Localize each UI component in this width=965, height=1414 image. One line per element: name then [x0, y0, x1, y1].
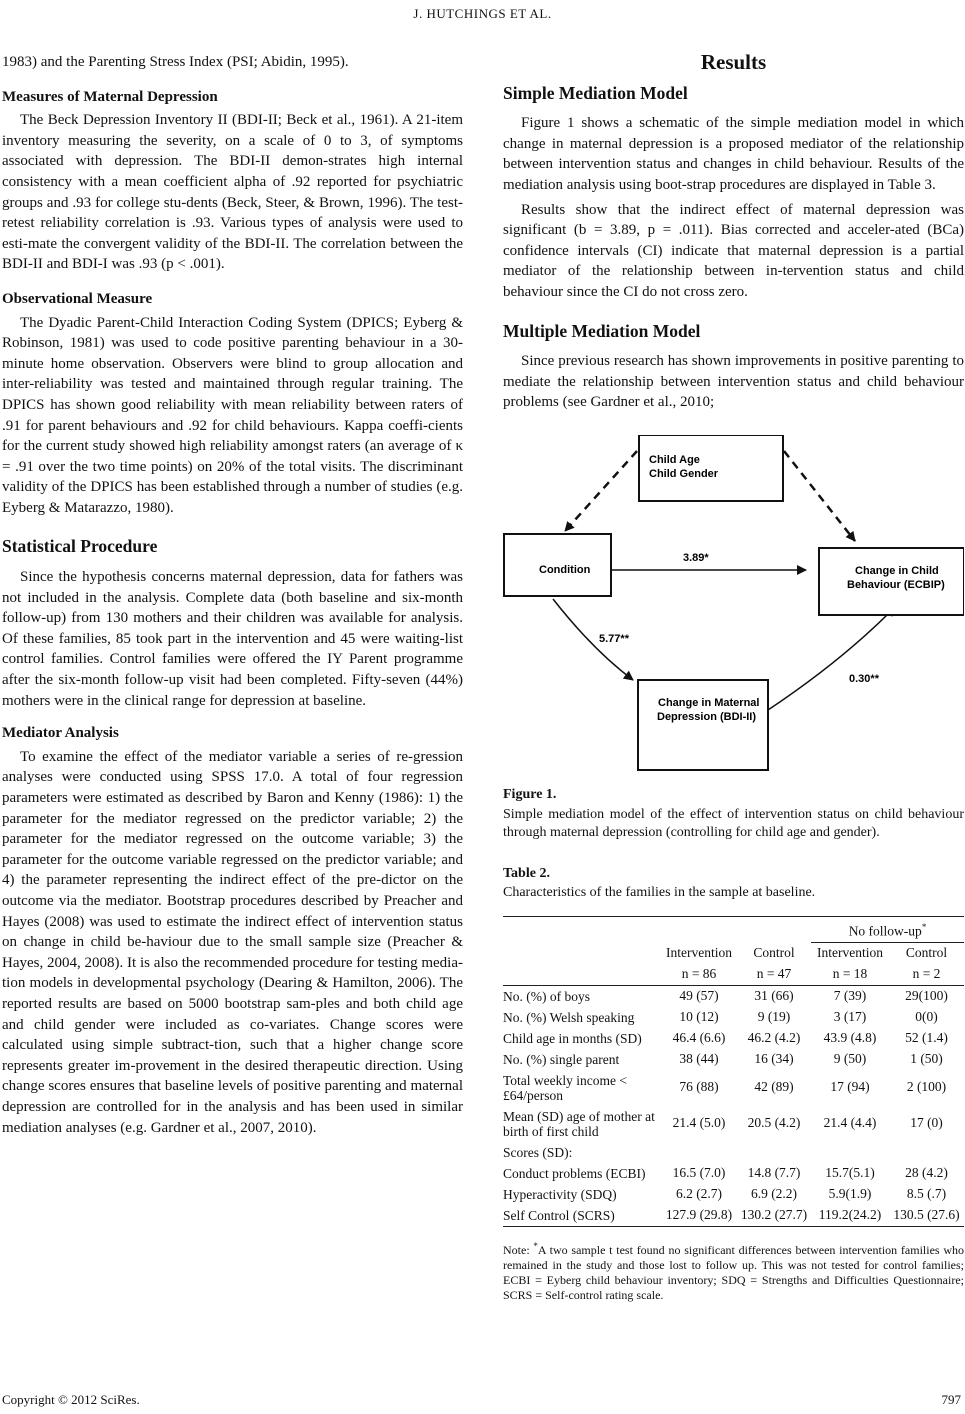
covariate-to-condition-arrow — [565, 451, 637, 531]
table-cell: 21.4 (5.0) — [672, 1115, 726, 1131]
column-header-line2: n = 2 — [912, 965, 941, 981]
mediator-box — [638, 680, 768, 770]
paragraph-observational: The Dyadic Parent-Child Interaction Coding System (DPICS; Eyberg & Robinson, 1981) was used to code positive parenting behaviour in a 30-minute home observation. Observers were blind to group allocation and inter-reliability was tested and maintained through regular training. The DPICS has shown good reliability with mean reliability between raters of .91 for parent behaviours and .92 for child behaviours. Kappa coeffi-cients for the current study showed high reliability amongst raters (an average of κ = .91 over the two time points) on 20% of the total visits. The discriminant validity of the DPICS has been established through a number of studies (e.g. Eyberg & Matarazzo, 1980). — [2, 314, 463, 516]
group-header-text: No follow-up — [848, 923, 922, 939]
table-cell: 38 (44) — [679, 1050, 719, 1066]
table-row — [503, 1070, 964, 1106]
table-cell — [811, 1142, 889, 1163]
section-heading-observational: Observational Measure — [2, 290, 153, 307]
table-row — [503, 1028, 964, 1049]
table-cell: 127.9 (29.8) — [665, 1206, 733, 1222]
table-cell: 28 (4.2) — [905, 1164, 948, 1180]
table-cell: 8.5 (.7) — [906, 1185, 947, 1201]
mediation-diagram — [503, 435, 964, 771]
left-column — [2, 52, 463, 1138]
table-cell — [737, 1142, 811, 1163]
table-group-header — [811, 917, 964, 943]
column-header-line1: Control — [753, 945, 795, 961]
section-heading-maternal-depression: Measures of Maternal Depression — [2, 88, 218, 105]
section-heading-statistical: Statistical Procedure — [2, 536, 158, 557]
table-row — [503, 1205, 964, 1227]
table-cell — [889, 1142, 964, 1163]
table-row — [503, 1163, 964, 1184]
table-cell: 17 (0) — [910, 1115, 943, 1131]
table-group-header-row — [503, 917, 964, 943]
paragraph-statistical: Since the hypothesis concerns maternal depression, data for fathers was not included in the analysis. Complete data (both baseline and six-month follow-up) from 130 mothers and their children was available for analysis. Of these families, 85 took part in the intervention and 45 were waiting-list control families. Control families were offered the IY Parent programme after the six-month follow-up visit had been completed. Fifty-seven (44%) mothers were in the clinical range for depression at baseline. — [2, 569, 463, 709]
table-cell: 20.5 (4.2) — [747, 1115, 801, 1131]
footer-page-number: 797 — [941, 1392, 961, 1407]
column-header — [889, 943, 964, 986]
figure-caption-text: Simple mediation model of the effect of intervention status on child behaviour through maternal depression (controlling for child age and gender). — [503, 806, 964, 840]
table-row — [503, 1184, 964, 1205]
column-header-line2: n = 47 — [756, 965, 792, 981]
table-column-header-row — [503, 943, 964, 986]
condition-label: Condition — [539, 563, 591, 576]
table-cell: 76 (88) — [679, 1079, 719, 1095]
table-cell — [661, 1142, 737, 1163]
table-cell: 49 (57) — [679, 987, 719, 1003]
table-subtitle: Characteristics of the families in the sample at baseline. — [503, 885, 816, 901]
column-header-line1: Intervention — [817, 945, 883, 961]
column-header — [811, 943, 889, 986]
row-label: No. (%) single parent — [503, 1051, 620, 1067]
table-cell: 52 (1.4) — [905, 1029, 948, 1045]
row-label: Self Control (SCRS) — [503, 1207, 615, 1223]
table-cell: 15.7(5.1) — [825, 1164, 875, 1180]
table-cell: 31 (66) — [754, 987, 794, 1003]
table-cell: 5.9(1.9) — [828, 1185, 872, 1201]
table-title: Table 2. — [503, 865, 550, 881]
table-cell: 6.9 (2.2) — [750, 1185, 798, 1201]
table-cell: 130.2 (27.7) — [740, 1206, 808, 1222]
table-cell: 46.2 (4.2) — [747, 1029, 801, 1045]
covariates-label-1: Child Age — [649, 453, 700, 466]
paragraph-maternal-depression: The Beck Depression Inventory II (BDI-II; Beck et al., 1961). A 21-item inventory measuring the severity, on a scale of 0 to 3, of symptoms associated with depression. The BDI-II demon-strates high internal consistency with a mean coefficient alpha of .92 reported for psychiatric groups and .93 for college stu-dents (Beck, Steer, & Brown, 1996). The test-retest reliability correlation is .93. Various types of analysis were used to esti-mate the convergent validity of the BDI-II. The correlation between the BDI-II and BDI-I was .93 (p < .001). — [2, 112, 463, 273]
note-prefix: Note: — [503, 1242, 534, 1257]
row-label: Child age in months (SD) — [503, 1030, 642, 1046]
table-cell: 46.4 (6.6) — [672, 1029, 726, 1045]
characteristics-table — [503, 916, 964, 1227]
table-cell: 0(0) — [915, 1008, 938, 1024]
column-header-line1: Intervention — [666, 945, 732, 961]
row-label: Total weekly income < £64/person — [503, 1072, 628, 1103]
table-cell: 14.8 (7.7) — [747, 1164, 801, 1180]
column-header — [737, 943, 811, 986]
table-cell: 42 (89) — [754, 1079, 794, 1095]
table-cell: 10 (12) — [679, 1008, 719, 1024]
mediator-label-1: Change in Maternal — [658, 696, 760, 709]
row-label: Conduct problems (ECBI) — [503, 1165, 646, 1181]
section-heading-simple-mediation: Simple Mediation Model — [503, 82, 688, 103]
column-header-line2: n = 18 — [832, 965, 868, 981]
table-cell: 2 (100) — [906, 1079, 947, 1095]
paragraph-simple-2: Results show that the indirect effect of maternal depression was significant (b = 3.89, p = .011). Bias corrected and acceler-ated (BCa) confidence intervals (CI) indicate that maternal depression is a partial mediator of the relationship between in-tervention status and child behaviour since the CI do not cross zero. — [503, 201, 964, 300]
row-label: No. (%) of boys — [503, 988, 590, 1004]
paragraph-mediator: To examine the effect of the mediator variable a series of re-gression analyses were conducted using SPSS 17.0. A total of four regression parameters were estimated as described by Baron and Kenny (1986): 1) the parameter for the mediator regressed on the predictor variable; 2) the parameter for the mediator regressed on the outcome variable; 3) the parameter for the outcome variable regressed on the predictor variable; and 4) the parameter representing the indirect effect of the pre-dictor on the outcome via the mediator. Bootstrap procedures described by Preacher and Hayes (2008) was used to estimate the indirect effect of intervention status on change in child be-haviour due to the small sample size (Preacher & Hayes, 2004, 2008). It is also the recommended procedure for testing media-tion models in developmental psychology (Dearing & Hamilton, 2006). The reported results are based on 5000 bootstrap sam-ples and both child age and child gender were included as co-variates. Change scores were calculated using simple subtract-tion, such that a higher change score represents greater im-provement in the desired therapeutic direction. Using change scores ensures that baseline levels of positive parenting and maternal depression are controlled for in the analysis and has been used in similar mediation analyses (e.g. Gardner et al., 2007, 2010). — [2, 748, 463, 1136]
table-row — [503, 1007, 964, 1028]
table-row — [503, 985, 964, 1007]
table-row — [503, 1142, 964, 1163]
outcome-label-2: Behaviour (ECBIP) — [847, 578, 945, 591]
direct-path-coefficient: 3.89* — [683, 551, 709, 564]
section-heading-mediator: Mediator Analysis — [2, 725, 119, 742]
note-sup: * — [533, 1240, 538, 1251]
table-cell: 9 (19) — [757, 1008, 791, 1024]
column-header-line2: n = 86 — [681, 965, 717, 981]
table-cell: 6.2 (2.7) — [675, 1185, 723, 1201]
table-cell: 9 (50) — [833, 1050, 867, 1066]
path-b-arrow — [768, 607, 895, 710]
path-b-coefficient: 0.30** — [849, 672, 879, 685]
table-cell: 130.5 (27.6) — [893, 1206, 960, 1222]
mediator-label-2: Depression (BDI-II) — [657, 710, 757, 723]
row-label: Mean (SD) age of mother at birth of first child — [503, 1108, 655, 1139]
table-cell: 21.4 (4.4) — [823, 1115, 877, 1131]
covariates-label-2: Child Gender — [649, 467, 719, 480]
table-cell: 16.5 (7.0) — [672, 1164, 726, 1180]
table-row — [503, 1049, 964, 1070]
row-label: No. (%) Welsh speaking — [503, 1009, 635, 1025]
table-cell: 16 (34) — [754, 1050, 794, 1066]
column-header — [661, 943, 737, 986]
row-label: Scores (SD): — [503, 1144, 573, 1160]
running-head: J. HUTCHINGS ET AL. — [413, 6, 552, 21]
figure-caption-title: Figure 1. — [503, 786, 557, 802]
table-cell: 43.9 (4.8) — [823, 1029, 877, 1045]
table-cell: 29(100) — [905, 987, 948, 1003]
note-text: A two sample t test found no significant differences between intervention families who remained in the study and those lost to follow up. This was not tested for control families; ECBI = Eyberg child behaviour inventory; SDQ = Strengths and Difficulties Questionnaire; SCRS = Self-control rating scale. — [503, 1242, 964, 1302]
table-row — [503, 1106, 964, 1142]
mediation-figure — [503, 435, 964, 771]
column-header-line1: Control — [905, 945, 948, 961]
table-cell: 17 (94) — [830, 1079, 870, 1095]
table-body — [503, 985, 964, 1226]
outcome-label-1: Change in Child — [855, 564, 939, 577]
results-heading: Results — [700, 50, 767, 74]
row-label: Hyperactivity (SDQ) — [503, 1186, 617, 1202]
paragraph-simple-1: Figure 1 shows a schematic of the simple mediation model in which change in maternal depression is a proposed mediator of the relationship between intervention status and changes in child behaviour. Results of the mediation analysis using boot-strap procedures are displayed in Table 3. — [503, 115, 964, 193]
section-heading-multiple-mediation: Multiple Mediation Model — [503, 320, 701, 341]
covariate-to-outcome-arrow — [784, 451, 855, 541]
path-a-coefficient: 5.77** — [599, 632, 629, 645]
table-cell: 7 (39) — [833, 987, 867, 1003]
right-column — [503, 52, 964, 1303]
table-cell: 119.2(24.2) — [818, 1206, 882, 1222]
intro-line: 1983) and the Parenting Stress Index (PSI; Abidin, 1995). — [2, 54, 349, 70]
footer-copyright: Copyright © 2012 SciRes. — [2, 1392, 140, 1407]
table-note — [503, 1239, 964, 1303]
group-header-sup: * — [921, 922, 927, 933]
paragraph-multiple-1: Since previous research has shown improvements in positive parenting to mediate the relationship between intervention status and child behaviour problems (see Gardner et al., 2010; — [503, 353, 964, 411]
table-cell: 1 (50) — [910, 1050, 943, 1066]
table-cell: 3 (17) — [833, 1008, 867, 1024]
